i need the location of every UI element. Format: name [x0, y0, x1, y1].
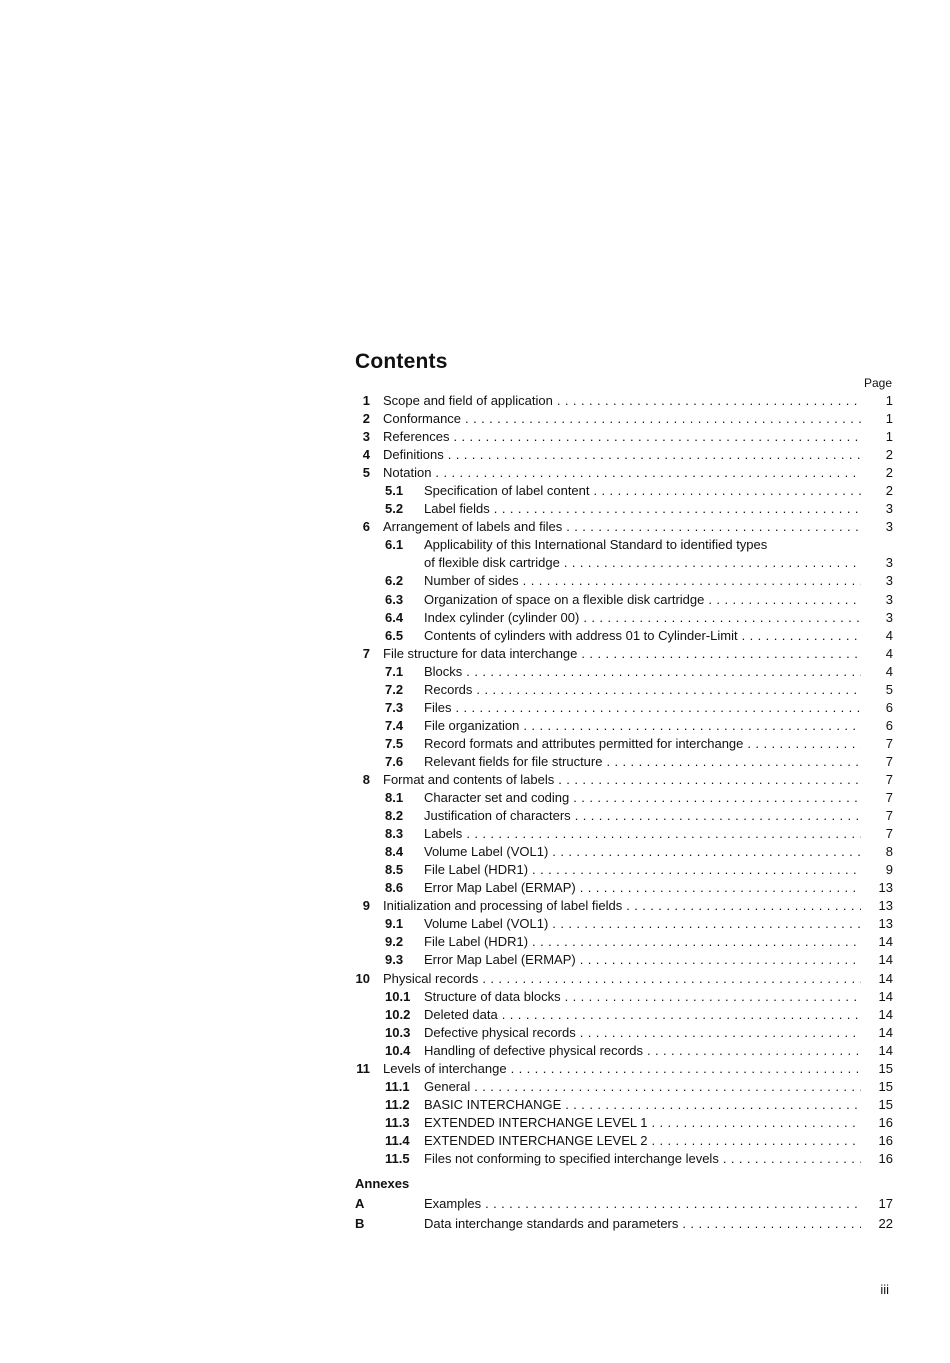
section-page: 13 — [878, 916, 893, 932]
section-title: Examples . . . — [424, 1194, 861, 1214]
section-number: 7.2 — [385, 681, 404, 697]
section-number: 6.4 — [385, 609, 404, 625]
toc-row — [355, 536, 893, 554]
section-number: 7.5 — [385, 735, 404, 751]
section-number: 6.5 — [385, 627, 404, 643]
section-page: 6 — [885, 699, 893, 715]
section-title: Relevant fields for file structure . . . — [424, 753, 861, 771]
toc-row — [355, 807, 893, 825]
toc-row — [355, 1114, 893, 1132]
section-number: 8 — [362, 771, 370, 787]
section-page: 1 — [885, 393, 893, 408]
section-page: 4 — [885, 663, 893, 679]
annexes-heading: Annexes — [355, 1176, 410, 1192]
toc-row — [355, 1078, 893, 1096]
section-title: EXTENDED INTERCHANGE LEVEL 1 . . . — [424, 1114, 861, 1132]
section-page: 13 — [878, 898, 893, 914]
section-number: A — [355, 1196, 365, 1212]
toc-row — [355, 410, 893, 428]
table-of-contents — [355, 392, 893, 1233]
section-title: Format and contents of labels . . . — [383, 771, 861, 789]
section-number: 1 — [362, 393, 370, 408]
toc-row — [355, 482, 893, 500]
section-page: 8 — [885, 844, 893, 860]
section-page: 3 — [885, 573, 893, 589]
section-number: 6.3 — [385, 591, 404, 607]
toc-row — [355, 1096, 893, 1114]
toc-row — [355, 446, 893, 464]
section-page: 7 — [885, 826, 893, 842]
section-number: 2 — [362, 411, 370, 427]
section-title: File Label (HDR1) . . . — [424, 861, 861, 879]
section-title: EXTENDED INTERCHANGE LEVEL 2 . . . — [424, 1132, 861, 1150]
section-title: Levels of interchange . . . — [383, 1060, 861, 1078]
section-title: Character set and coding . . . — [424, 789, 861, 807]
section-number: 9.2 — [385, 934, 404, 950]
section-page: 14 — [878, 1006, 893, 1022]
section-number: 4 — [362, 447, 370, 463]
toc-row — [355, 518, 893, 536]
annex-entries — [355, 1194, 893, 1233]
toc-row — [355, 681, 893, 699]
section-title: Defective physical records . . . — [424, 1024, 861, 1042]
section-number: 8.3 — [385, 826, 404, 842]
section-title: Contents of cylinders with address 01 to Cylinder-Limit . . . — [424, 627, 861, 645]
section-number: 8.1 — [385, 790, 404, 806]
section-page: 14 — [878, 952, 893, 968]
section-number: 7.3 — [385, 699, 404, 715]
section-page: 9 — [885, 862, 893, 878]
section-page: 16 — [878, 1150, 893, 1166]
section-number: 10.1 — [385, 988, 411, 1004]
toc-row — [355, 663, 893, 681]
section-title: Applicability of this International Standard to identified types — [424, 537, 768, 553]
toc-row — [355, 717, 893, 735]
section-number: 7.6 — [385, 753, 404, 769]
section-title: of flexible disk cartridge . . . — [424, 554, 861, 572]
section-page: 14 — [878, 970, 893, 986]
section-number: 11.5 — [385, 1150, 410, 1166]
section-number: 11.4 — [385, 1132, 410, 1148]
section-page: 14 — [878, 1024, 893, 1040]
section-number: 8.4 — [385, 844, 404, 860]
toc-row — [355, 428, 893, 446]
section-number: 10.2 — [385, 1006, 411, 1022]
section-number: B — [355, 1215, 365, 1231]
section-title: References . . . — [383, 428, 861, 446]
section-title: Blocks . . . — [424, 663, 861, 681]
section-page: 7 — [885, 790, 893, 806]
toc-row — [355, 1150, 893, 1168]
section-title: File structure for data interchange . . . — [383, 645, 861, 663]
section-page: 3 — [885, 609, 893, 625]
section-number: 5 — [362, 465, 370, 481]
section-title: Volume Label (VOL1) . . . — [424, 915, 861, 933]
section-number: 6 — [362, 519, 370, 535]
section-title: Structure of data blocks . . . — [424, 988, 861, 1006]
section-number: 5.1 — [385, 483, 404, 499]
section-page: 3 — [885, 591, 893, 607]
section-page: 4 — [885, 645, 893, 661]
section-page: 2 — [885, 447, 893, 463]
section-title: Specification of label content . . . — [424, 482, 861, 500]
annex-row — [355, 1214, 893, 1234]
section-title: Notation . . . — [383, 464, 861, 482]
toc-row — [355, 699, 893, 717]
toc-row — [355, 789, 893, 807]
section-number: 11.1 — [385, 1078, 410, 1094]
section-number: 6.2 — [385, 573, 404, 589]
section-title: Files . . . — [424, 699, 861, 717]
section-number: 7.4 — [385, 717, 404, 733]
toc-row — [355, 988, 893, 1006]
section-title: Physical records . . . — [383, 970, 861, 988]
section-title: Files not conforming to specified interchange levels . . . — [424, 1150, 861, 1168]
toc-row — [355, 1024, 893, 1042]
toc-row — [355, 735, 893, 753]
section-page: 7 — [885, 808, 893, 824]
section-title: File Label (HDR1) . . . — [424, 933, 861, 951]
section-page: 5 — [885, 681, 893, 697]
toc-row — [355, 897, 893, 915]
toc-row — [355, 861, 893, 879]
toc-row — [355, 609, 893, 627]
section-page: 1 — [885, 429, 893, 445]
toc-row — [355, 933, 893, 951]
section-title: Error Map Label (ERMAP) . . . — [424, 951, 861, 969]
section-number: 9.3 — [385, 952, 404, 968]
page-column-header: Page — [863, 376, 892, 390]
section-number: 7 — [362, 645, 370, 661]
section-page: 13 — [878, 880, 893, 896]
toc-row — [355, 771, 893, 789]
section-page: 6 — [885, 717, 893, 733]
section-number: 9 — [362, 898, 370, 914]
section-title: Scope and field of application . . . — [383, 392, 861, 410]
section-number: 10.3 — [385, 1024, 411, 1040]
section-title: General . . . — [424, 1078, 861, 1096]
section-title: Justification of characters . . . — [424, 807, 861, 825]
annex-row — [355, 1194, 893, 1214]
toc-row — [355, 464, 893, 482]
toc-entries — [355, 392, 893, 1168]
section-title: File organization . . . — [424, 717, 861, 735]
toc-row — [355, 1132, 893, 1150]
section-page: 22 — [878, 1215, 893, 1231]
section-number: 3 — [362, 429, 370, 445]
section-page: 14 — [878, 1042, 893, 1058]
toc-row — [355, 572, 893, 590]
section-number: 10 — [355, 970, 370, 986]
toc-row — [355, 1006, 893, 1024]
toc-row — [355, 500, 893, 518]
toc-row — [355, 554, 893, 572]
page-number: iii — [880, 1282, 889, 1297]
section-title: BASIC INTERCHANGE . . . — [424, 1096, 861, 1114]
toc-row — [355, 1060, 893, 1078]
section-number: 6.1 — [385, 537, 404, 553]
toc-row — [355, 591, 893, 609]
toc-row — [355, 627, 893, 645]
section-page: 14 — [878, 988, 893, 1004]
section-title: Definitions . . . — [383, 446, 861, 464]
toc-row — [355, 825, 893, 843]
section-title: Deleted data . . . — [424, 1006, 861, 1024]
section-page: 7 — [885, 753, 893, 769]
section-title: Organization of space on a flexible disk cartridge . . . — [424, 591, 861, 609]
section-title: Arrangement of labels and files . . . — [383, 518, 861, 536]
section-page: 2 — [885, 483, 893, 499]
section-number: 5.2 — [385, 501, 404, 517]
section-number: 8.5 — [385, 862, 404, 878]
section-title: Handling of defective physical records . . . — [424, 1042, 861, 1060]
section-title: Number of sides . . . — [424, 572, 861, 590]
section-number: 11 — [356, 1060, 370, 1076]
toc-row — [355, 645, 893, 663]
section-page: 3 — [885, 519, 893, 535]
page-title: Contents — [355, 350, 448, 373]
section-title: Error Map Label (ERMAP) . . . — [424, 879, 861, 897]
toc-row — [355, 753, 893, 771]
section-title: Initialization and processing of label fields . . . — [383, 897, 861, 915]
toc-row — [355, 970, 893, 988]
section-number: 7.1 — [385, 663, 404, 679]
section-number: 9.1 — [385, 916, 404, 932]
section-number: 8.6 — [385, 880, 404, 896]
section-number: 11.3 — [385, 1114, 410, 1130]
section-page: 15 — [878, 1078, 893, 1094]
section-page: 15 — [878, 1096, 893, 1112]
section-title: Label fields . . . — [424, 500, 861, 518]
section-page: 16 — [878, 1132, 893, 1148]
toc-row — [355, 392, 893, 410]
section-title: Index cylinder (cylinder 00) . . . — [424, 609, 861, 627]
toc-row — [355, 843, 893, 861]
section-number: 11.2 — [385, 1096, 410, 1112]
toc-row — [355, 951, 893, 969]
section-page: 1 — [885, 411, 893, 427]
section-page: 16 — [878, 1114, 893, 1130]
section-page: 7 — [885, 735, 893, 751]
section-page: 3 — [885, 555, 893, 571]
section-page: 7 — [885, 771, 893, 787]
section-title: Volume Label (VOL1) . . . — [424, 843, 861, 861]
section-page: 17 — [878, 1196, 893, 1212]
section-page: 2 — [885, 465, 893, 481]
toc-row — [355, 879, 893, 897]
section-page: 14 — [878, 934, 893, 950]
section-page: 3 — [885, 501, 893, 517]
section-page: 15 — [878, 1060, 893, 1076]
section-page: 4 — [885, 627, 893, 643]
section-title: Conformance . . . — [383, 410, 861, 428]
section-number: 10.4 — [385, 1042, 411, 1058]
section-title: Data interchange standards and parameters . . . — [424, 1214, 861, 1234]
toc-row — [355, 1042, 893, 1060]
section-title: Record formats and attributes permitted for interchange . . . — [424, 735, 861, 753]
section-title: Labels . . . — [424, 825, 861, 843]
section-number: 8.2 — [385, 808, 404, 824]
toc-row — [355, 915, 893, 933]
section-title: Records . . . — [424, 681, 861, 699]
